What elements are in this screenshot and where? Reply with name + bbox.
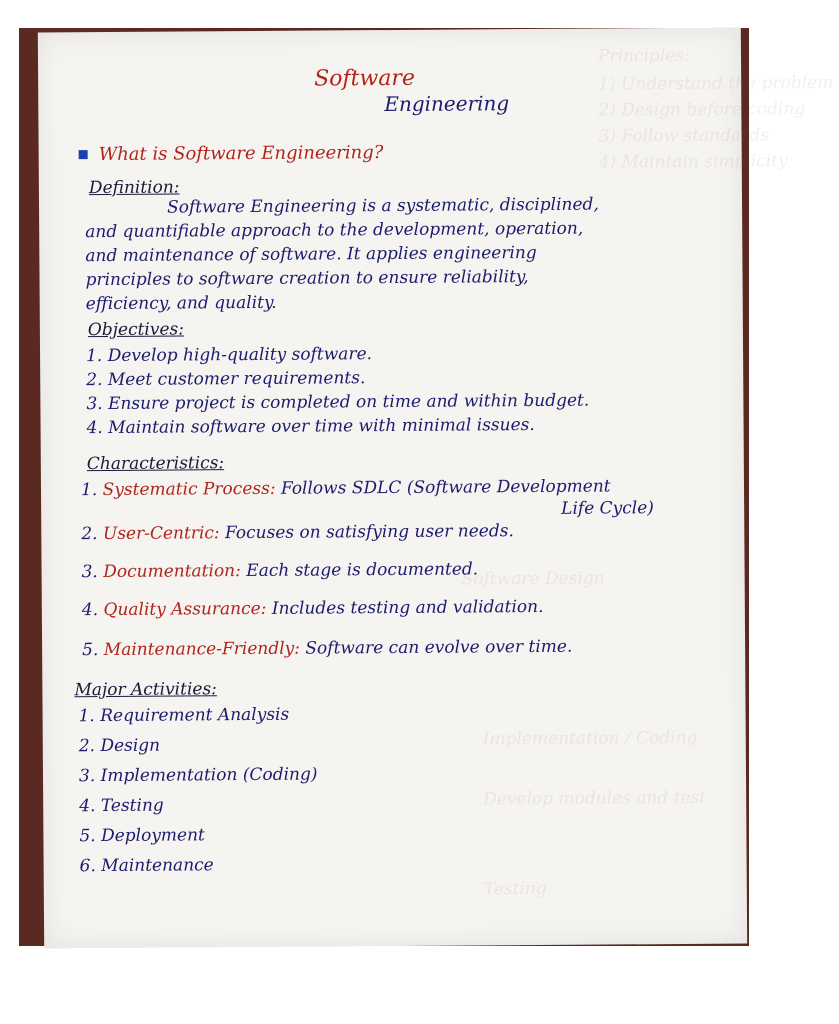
objectives-label: Objectives: <box>87 319 185 341</box>
characteristic-term: Quality Assurance: <box>103 598 267 621</box>
objective-item: 2. Meet customer requirements. <box>86 368 366 391</box>
characteristic-text: Focuses on satisfying user needs. <box>224 521 514 544</box>
activity-item: 6. Maintenance <box>79 855 214 877</box>
characteristic-term: User-Centric: <box>102 523 220 545</box>
characteristic-text-continued: Life Cycle) <box>561 498 654 519</box>
section-question: What is Software Engineering? <box>98 142 384 166</box>
characteristic-term: Maintenance-Friendly: <box>103 638 301 661</box>
characteristic-number: 1. <box>80 480 98 501</box>
characteristic-number: 4. <box>81 600 99 621</box>
show-through-text: Principles: <box>597 45 690 67</box>
characteristic-term: Documentation: <box>103 561 241 583</box>
characteristic-number: 2. <box>81 524 98 545</box>
show-through-text: 3) Follow standards <box>598 125 770 147</box>
show-through-text: 2) Design before coding <box>598 99 806 121</box>
characteristic-text: Includes testing and validation. <box>271 596 544 619</box>
show-through-text: Testing <box>483 878 547 900</box>
characteristic-item <box>82 559 479 582</box>
activity-item: 4. Testing <box>79 795 164 817</box>
characteristic-term: Systematic Process: <box>102 478 276 501</box>
title-line-2: Engineering <box>384 91 510 117</box>
characteristic-item <box>81 521 514 544</box>
show-through-text: Develop modules and test <box>483 787 707 810</box>
title-line-1: Software <box>314 65 416 92</box>
objective-item: 1. Develop high-quality software. <box>86 344 373 367</box>
activity-item: 5. Deployment <box>79 825 205 847</box>
characteristic-text: Software can evolve over time. <box>305 636 573 659</box>
show-through-text: Implementation / Coding <box>482 727 698 750</box>
square-bullet-icon <box>79 150 88 159</box>
characteristic-text: Each stage is documented. <box>246 559 479 582</box>
characteristic-item <box>82 597 544 620</box>
notebook-photo <box>19 28 834 946</box>
characteristic-text: Follows SDLC (Software Development <box>280 476 611 499</box>
activity-item: 2. Design <box>78 735 161 757</box>
activity-item: 3. Implementation (Coding) <box>78 764 318 787</box>
characteristics-label: Characteristics: <box>86 453 225 475</box>
definition-line: Software Engineering is a systematic, disciplined, <box>166 194 599 218</box>
definition-label: Definition: <box>88 177 180 199</box>
definition-line: principles to software creation to ensure reliability, <box>85 267 529 291</box>
characteristic-number: 3. <box>81 562 98 583</box>
characteristic-number: 5. <box>82 640 99 661</box>
activity-item: 1. Requirement Analysis <box>78 704 290 727</box>
notebook-page <box>38 28 834 949</box>
characteristic-item <box>81 476 611 500</box>
show-through-text: 4) Maintain simplicity <box>598 151 788 173</box>
definition-line: and maintenance of software. It applies engineering <box>85 242 537 267</box>
objective-item: 3. Ensure project is completed on time and within budget. <box>86 390 590 415</box>
definition-line: efficiency, and quality. <box>85 292 277 315</box>
show-through-text: Software Design <box>461 568 605 590</box>
activities-label: Major Activities: <box>74 679 217 701</box>
definition-line: and quantifiable approach to the development, operation, <box>85 218 584 243</box>
characteristic-item <box>82 637 572 660</box>
objective-item: 4. Maintain software over time with minimal issues. <box>86 415 535 439</box>
show-through-text: 1) Understand the problem <box>598 72 834 95</box>
